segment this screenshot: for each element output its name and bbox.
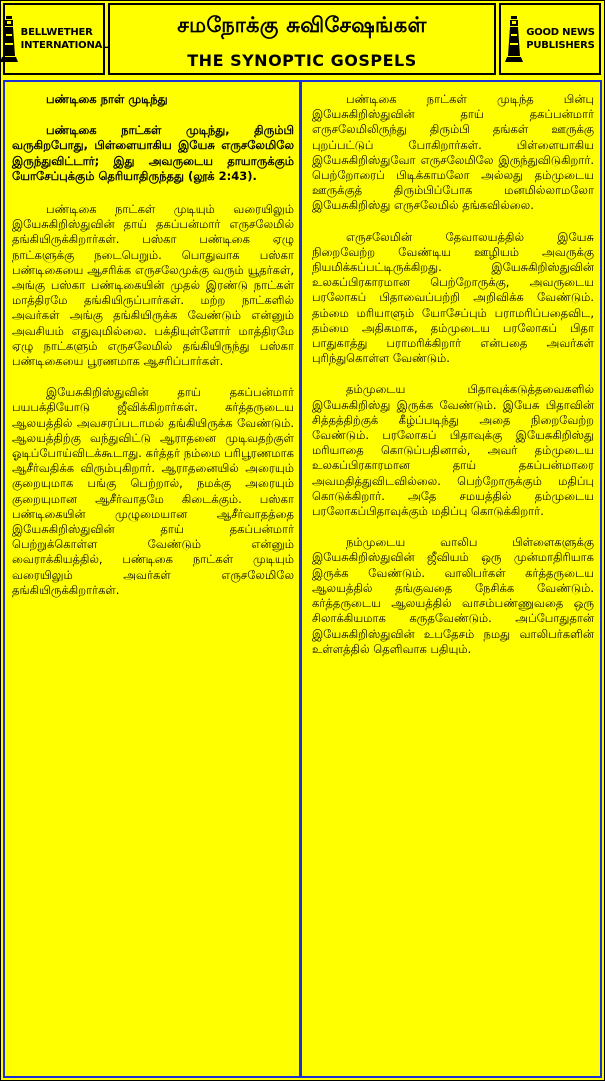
left-column (12, 92, 294, 614)
logo-right-line2: PUBLISHERS (526, 40, 595, 51)
column-divider (299, 80, 302, 1078)
page-title-tamil: சமநோக்கு சுவிசேஷங்கள் (177, 13, 427, 37)
title-box (108, 3, 496, 75)
scripture-verse: பண்டிகை நாட்கள் முடிந்து, திரும்பி வருகிறபோது, பிள்ளையாகிய இயேசு எருசலேமிலே இருந்துவிட்டார்; இது அவருடைய தாயாருக்கும் யோசேப்புக்கும் தெரியாதிருந்தது (லூக் 2:43). (12, 123, 294, 183)
right-paragraph-3: தம்முடைய பிதாவுக்கடுத்தவைகளில் இயேசுகிறிஸ்து இருக்க வேண்டும். இயேசு பிதாவின் சித்தத்திற்குக் கீழ்ப்படிந்து அதை நிறைவேற்ற வேண்டும். பரலோகப் பிதாவுக்கு இயேசுகிறிஸ்து மரியாதை கொடுப்பதினால், அவர் தம்முடைய உலகப்பிரகாரமான தாய் தகப்பன்மாரை அவமதித்துவிடவில்லை. பெற்றோருக்கும் மதிப்பு கொடுக்கிறார். அதே சமயத்தில் தம்முடைய பரலோகப்பிதாவுக்கும் மதிப்பு கொடுக்கிறார். (312, 382, 594, 519)
good-news-logo-text (526, 26, 595, 52)
left-paragraph-1: பண்டிகை நாட்கள் முடியும் வரையிலும் இயேசுகிறிஸ்துவின் தாய் தகப்பன்மார் எருசலேமில் தங்கியிருக்கிறார்கள். பஸ்கா பண்டிகை ஏழு நாட்களுக்கு நடைபெறும். பொதுவாக பஸ்கா பண்டிகையை ஆசரிக்க எருசலேமுக்கு வரும் யூதர்கள், அங்கு பஸ்கா பண்டிகையின் முதல் இரண்டு நாட்கள் மாத்திரமே தங்கியிருப்பார்கள். மற்ற நாட்களில் அவர்கள் அங்கு தங்கியிருக்க வேண்டும் என்னும் அவசியம் எதுவுமில்லை. பக்தியுள்ளோர் மாத்திரமே ஏழு நாட்களும் எருசலேமில் தங்கியிருந்து பஸ்கா பண்டிகையை பூரணமாக ஆசரிப்பார்கள். (12, 202, 294, 369)
logo-right-line1: GOOD NEWS (526, 27, 595, 38)
page-title-english: THE SYNOPTIC GOSPELS (187, 51, 417, 70)
right-paragraph-4: நம்முடைய வாலிப பிள்ளைகளுக்கு இயேசுகிறிஸ்துவின் ஜீவியம் ஒரு முன்மாதிரியாக இருக்க வேண்டும். வாலிபர்கள் கர்த்தருடைய ஆலயத்தில் தங்குவதை நேசிக்க வேண்டும். கர்த்தருடைய ஆலயத்தில் வாசம்பண்ணுவதை ஒரு சிலாக்கியமாக கருதவேண்டும். அப்போதுதான் இயேசுகிறிஸ்துவின் உபதேசம் நமது வாலிபர்களின் உள்ளத்தில் தெளிவாக பதியும். (312, 535, 594, 656)
bellwether-logo (0, 16, 108, 62)
bellwether-logo-text (21, 26, 109, 52)
logo-left-line2: INTERNATIONAL (20, 40, 109, 51)
logo-left-line1: BELLWETHER (20, 27, 93, 38)
lighthouse-icon (505, 16, 523, 62)
right-paragraph-2: எருசலேமின் தேவாலயத்தில் இயேசு நிறைவேற்ற வேண்டிய ஊழியம் அவருக்கு நியமிக்கப்பட்டிருக்கிறது. இயேசுகிறிஸ்துவின் உலகப்பிரகாரமான பெற்றோருக்கு, அவருடைய பரலோகப் பிதாவைப்பற்றி அறிவிக்க வேண்டும். தம்மை மரியாளும் யோசேப்பும் பராமரிப்பதைவிட, தம்மை அதிகமாக, தம்முடைய பரலோகப் பிதா பாதுகாத்து பராமரிக்கிறார் என்பதை அவர்கள் புரிந்துகொள்ள வேண்டும். (312, 229, 594, 366)
lighthouse-icon (0, 16, 18, 62)
section-heading: பண்டிகை நாள் முடிந்து (46, 92, 168, 106)
left-paragraph-2: இயேசுகிறிஸ்துவின் தாய் தகப்பன்மார் பயபக்தியோடு ஜீவிக்கிறார்கள். கர்த்தருடைய ஆலயத்தில் அவசரப்படாமல் தங்கியிருக்க வேண்டும். ஆலயத்திற்கு வந்துவிட்டு ஆராதனை முடிவதற்குள் ஓடிப்போய்விடக்கூடாது. கர்த்தர் நம்மை பரிபூரணமாக ஆசீர்வதிக்க விரும்புகிறார். ஆராதனையில் அரையும் குறையுமாக பங்கு பெற்றால், நமக்கு அரையும் குறையுமான ஆசீர்வாதமே கிடைக்கும். பஸ்கா பண்டிகையின் முழுமையான ஆசீர்வாதத்தை இயேசுகிறிஸ்துவின் தாய் தகப்பன்மார் பெற்றுக்கொள்ள வேண்டும் என்னும் வைராக்கியத்தில், பண்டிகை நாட்கள் முடியும் வரையிலும் அவர்கள் எருசலேமிலே தங்கியிருக்கிறார்கள். (12, 385, 294, 597)
bellwether-logo-box (3, 3, 109, 75)
right-paragraph-1: பண்டிகை நாட்கள் முடிந்த பின்பு இயேசுகிறிஸ்துவின் தாய் தகப்பன்மார் எருசலேமிலிருந்து திரும்பி தங்கள் ஊருக்கு புறப்பட்டுப் போகிறார்கள். பிள்ளையாகிய இயேசுகிறிஸ்துவோ எருசலேமிலே இருந்துவிடுகிறார். பெற்றோரைப் பிடிக்காமலோ அல்லது தம்முடைய ஊருக்குத் திரும்பிப்போக மனமில்லாமலோ இயேசுகிறிஸ்து எருசலேமில் தங்கவில்லை. (312, 92, 594, 213)
good-news-logo (505, 16, 595, 62)
right-column (312, 92, 594, 673)
good-news-logo-box (499, 3, 601, 75)
